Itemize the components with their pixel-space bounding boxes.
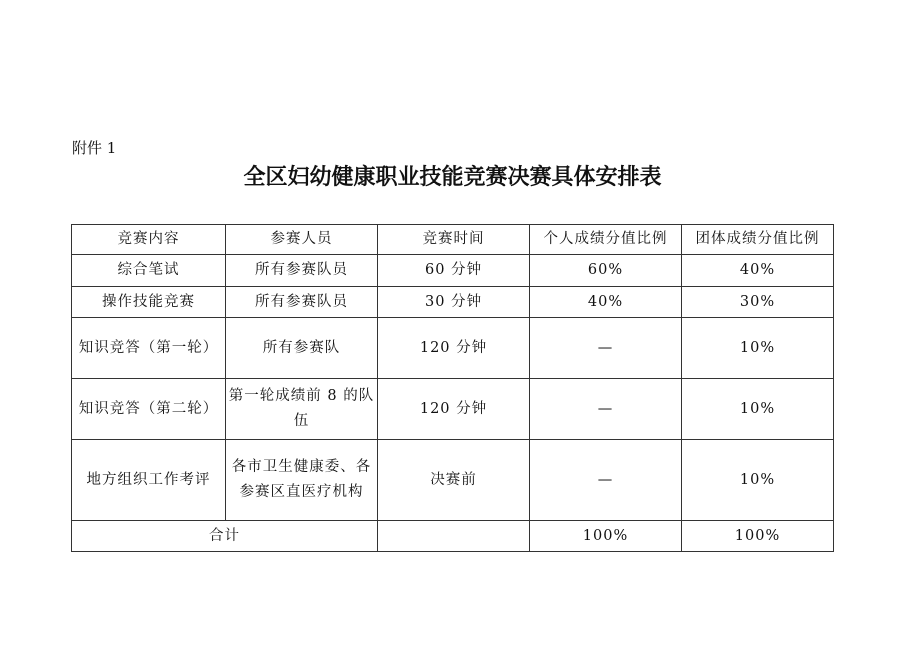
document-title: 全区妇幼健康职业技能竞赛决赛具体安排表	[243, 165, 662, 190]
header-team-ratio: 团体成绩分值比例	[682, 225, 834, 255]
table-total-row	[72, 521, 834, 552]
cell-individual: —	[530, 379, 682, 440]
total-time	[378, 521, 530, 552]
cell-team: 30%	[682, 287, 834, 318]
cell-time: 120 分钟	[378, 318, 530, 379]
cell-individual: 60%	[530, 255, 682, 287]
table-row	[72, 440, 834, 521]
cell-individual: 40%	[530, 287, 682, 318]
cell-individual: —	[530, 440, 682, 521]
cell-participants: 所有参赛队员	[226, 287, 378, 318]
table-row	[72, 318, 834, 379]
cell-time: 120 分钟	[378, 379, 530, 440]
total-label: 合计	[72, 521, 378, 552]
total-team: 100%	[682, 521, 834, 552]
header-individual-ratio: 个人成绩分值比例	[530, 225, 682, 255]
attachment-label: 附件 1	[72, 139, 117, 157]
cell-content: 操作技能竞赛	[72, 287, 226, 318]
cell-content: 综合笔试	[72, 255, 226, 287]
header-content: 竞赛内容	[72, 225, 226, 255]
table-row	[72, 287, 834, 318]
header-time: 竞赛时间	[378, 225, 530, 255]
cell-team: 10%	[682, 440, 834, 521]
cell-team: 10%	[682, 318, 834, 379]
table-row	[72, 255, 834, 287]
cell-team: 40%	[682, 255, 834, 287]
cell-content: 知识竞答（第一轮）	[72, 318, 226, 379]
header-participants: 参赛人员	[226, 225, 378, 255]
cell-time: 30 分钟	[378, 287, 530, 318]
cell-participants: 第一轮成绩前 8 的队伍	[226, 379, 378, 440]
cell-content: 地方组织工作考评	[72, 440, 226, 521]
cell-individual: —	[530, 318, 682, 379]
cell-participants: 各市卫生健康委、各参赛区直医疗机构	[226, 440, 378, 521]
total-individual: 100%	[530, 521, 682, 552]
cell-team: 10%	[682, 379, 834, 440]
cell-content: 知识竞答（第二轮）	[72, 379, 226, 440]
table-header-row	[72, 225, 834, 255]
cell-time: 60 分钟	[378, 255, 530, 287]
cell-participants: 所有参赛队员	[226, 255, 378, 287]
table-row	[72, 379, 834, 440]
cell-participants: 所有参赛队	[226, 318, 378, 379]
schedule-table	[71, 224, 834, 552]
cell-time: 决赛前	[378, 440, 530, 521]
